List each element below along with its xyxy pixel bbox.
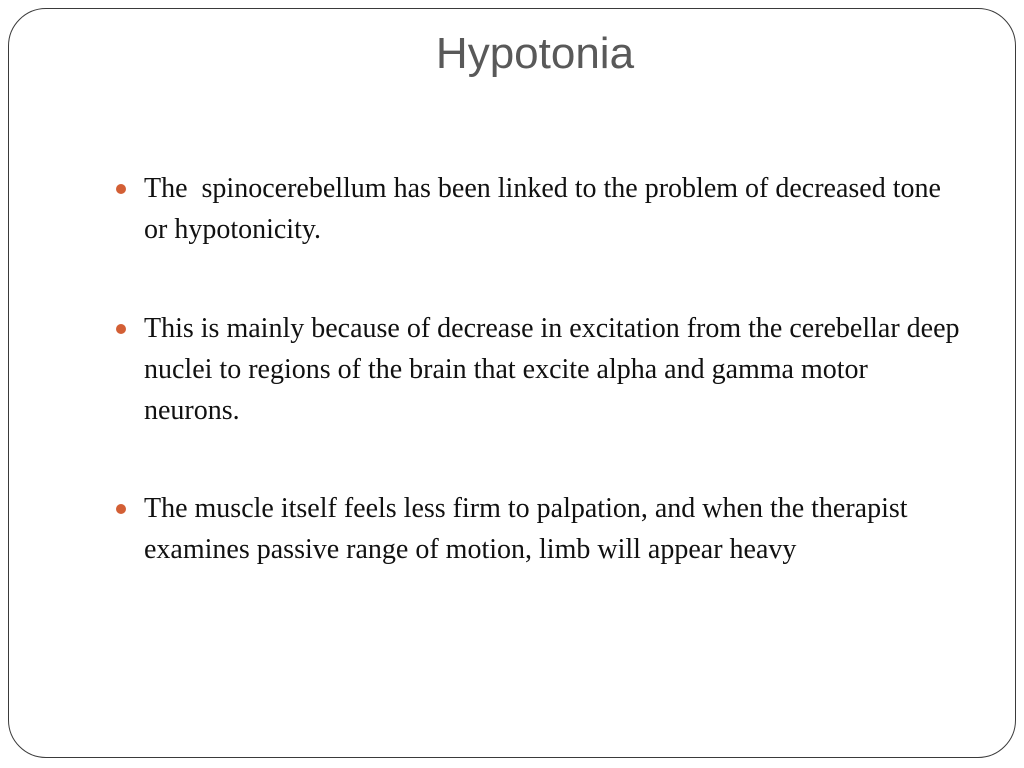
slide-title: Hypotonia bbox=[435, 29, 635, 78]
list-item bbox=[108, 308, 968, 431]
bullet-list bbox=[108, 168, 968, 628]
bullet-dot-icon bbox=[116, 324, 126, 334]
list-item bbox=[108, 168, 968, 250]
bullet-text: The spinocerebellum has been linked to the problem of decreased tone or hypotonicity. bbox=[144, 173, 948, 245]
bullet-text: The muscle itself feels less firm to palpation, and when the therapist examines passive range of motion, limb will appear heavy bbox=[144, 493, 915, 565]
bullet-dot-icon bbox=[116, 184, 126, 194]
list-item bbox=[108, 488, 968, 570]
bullet-text: This is mainly because of decrease in excitation from the cerebellar deep nuclei to regions of the brain that excite alpha and gamma motor neurons. bbox=[144, 313, 967, 426]
bullet-dot-icon bbox=[116, 504, 126, 514]
